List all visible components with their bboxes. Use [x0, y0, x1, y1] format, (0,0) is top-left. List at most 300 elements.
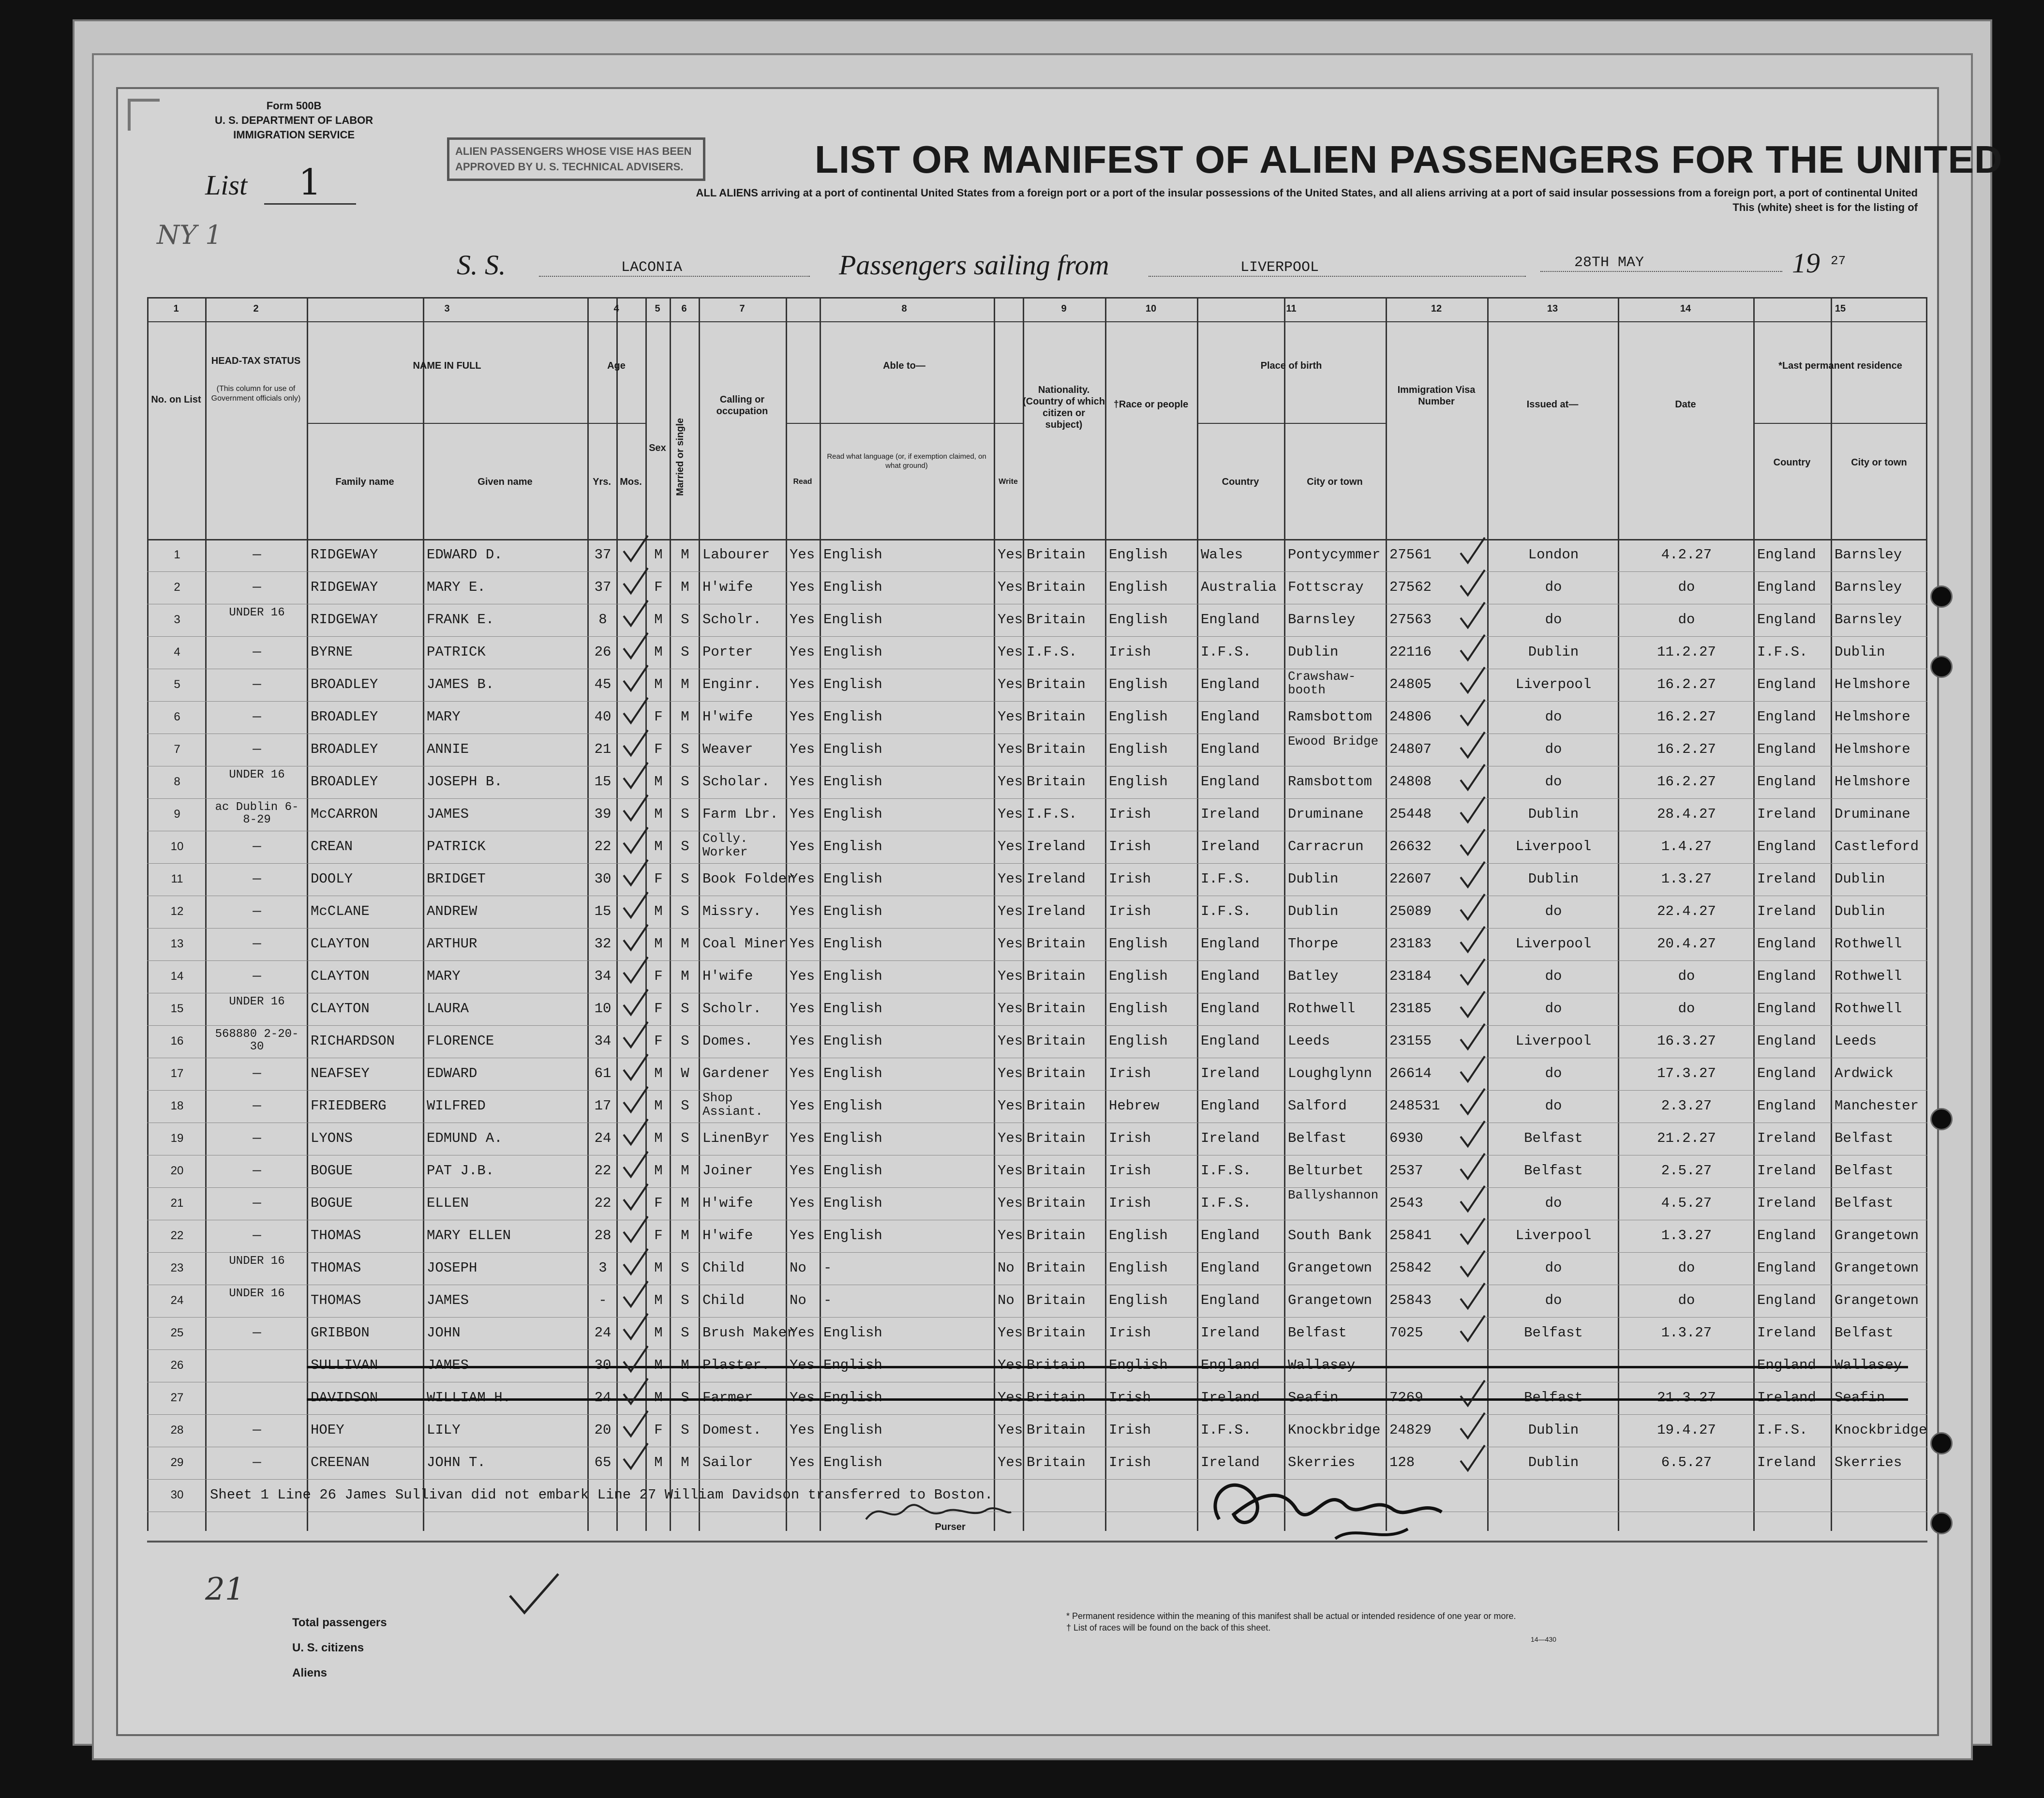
cell-age: 30: [594, 1357, 612, 1373]
cell-race: English: [1109, 709, 1168, 725]
cell-rcountry: Ireland: [1757, 1390, 1816, 1406]
cell-write: Yes: [998, 1454, 1023, 1470]
cell-given: MARY ELLEN: [427, 1228, 511, 1244]
cell-write: Yes: [998, 806, 1023, 822]
header-read: Read: [793, 478, 812, 486]
column-rule: [1386, 297, 1387, 1531]
cell-read: Yes: [790, 1390, 815, 1406]
cell-issued: Belfast: [1524, 1130, 1583, 1146]
header-residence-country: Country: [1773, 457, 1811, 468]
cell-sex: M: [654, 806, 663, 822]
cell-rcountry: Ireland: [1757, 871, 1816, 887]
cell-given: PATRICK: [427, 644, 486, 660]
cell-age: 28: [594, 1228, 612, 1244]
cell-ms: S: [681, 1260, 689, 1276]
cell-occ: Shop Assiant.: [702, 1091, 763, 1119]
cell-read: Yes: [790, 774, 815, 790]
cell-visa: 248531: [1389, 1098, 1440, 1114]
cell-sex: M: [654, 1357, 663, 1373]
cell-tax: —: [253, 579, 261, 595]
checkmark-icon: [621, 1150, 650, 1179]
cell-age: 22: [594, 1163, 612, 1179]
cell-given: LILY: [427, 1422, 461, 1438]
cell-date: 4.5.27: [1661, 1195, 1712, 1211]
header-married: Married or single: [675, 418, 686, 496]
header-race: †Race or people: [1113, 399, 1189, 410]
cell-occ: Weaver: [702, 741, 753, 757]
cell-no: 30: [170, 1488, 184, 1501]
cell-race: Irish: [1109, 871, 1151, 887]
cell-given: JOHN T.: [427, 1454, 486, 1470]
cell-family: THOMAS: [311, 1292, 361, 1308]
cell-rcountry: England: [1757, 1292, 1816, 1308]
cell-rcity: Wallasey: [1835, 1357, 1902, 1373]
row-rule: [147, 636, 1927, 637]
cell-lang: English: [823, 1422, 882, 1438]
cell-bcountry: England: [1201, 1228, 1260, 1244]
cell-ms: M: [681, 709, 689, 725]
cell-age: 32: [594, 936, 612, 952]
cell-no: 26: [170, 1359, 184, 1372]
cell-bcity: Carracrun: [1288, 839, 1364, 854]
cell-sex: M: [654, 644, 663, 660]
cell-lang: English: [823, 1195, 882, 1211]
cell-write: Yes: [998, 1065, 1023, 1081]
checkmark-icon: [1458, 731, 1487, 760]
column-rule: [1487, 297, 1489, 1531]
cell-bcountry: England: [1201, 1098, 1260, 1114]
cell-issued: Dublin: [1528, 871, 1579, 887]
cell-race: English: [1109, 1228, 1168, 1244]
cell-visa: 128: [1389, 1454, 1415, 1470]
checkmark-icon: [621, 1312, 650, 1341]
cell-visa: 24807: [1389, 741, 1432, 757]
disembark-note: Sheet 1 Line 26 James Sullivan did not embark Line 27 William Davidson transferred to Boston.: [210, 1487, 993, 1503]
cell-visa: 25089: [1389, 903, 1432, 919]
cell-bcity: Loughglynn: [1288, 1065, 1373, 1081]
cell-given: FRANK E.: [427, 612, 494, 628]
cell-tax: UNDER 16: [229, 606, 285, 619]
checkmark-icon: [1458, 1249, 1487, 1278]
cell-rcountry: England: [1757, 676, 1816, 692]
column-number: 6: [681, 303, 687, 314]
list-label: List: [205, 169, 248, 201]
cell-age: 26: [594, 644, 612, 660]
cell-rcity: Rothwell: [1835, 968, 1902, 984]
cell-issued: Dublin: [1528, 806, 1579, 822]
cell-rcity: Leeds: [1835, 1033, 1877, 1049]
cell-rcountry: Ireland: [1757, 1454, 1816, 1470]
cell-family: RIDGEWAY: [311, 547, 378, 563]
cell-rcountry: Ireland: [1757, 1130, 1816, 1146]
cell-bcountry: England: [1201, 1260, 1260, 1276]
cell-tax: —: [253, 709, 261, 725]
cell-ms: S: [681, 1098, 689, 1114]
cell-age: 39: [594, 806, 612, 822]
year-suffix: 27: [1831, 254, 1846, 268]
cell-lang: English: [823, 871, 882, 887]
cell-no: 9: [174, 808, 180, 821]
cell-ms: S: [681, 741, 689, 757]
cell-no: 15: [170, 1002, 184, 1015]
cell-date: 1.3.27: [1661, 1325, 1712, 1341]
checkmark-icon: [621, 1377, 650, 1406]
cell-bcity: Ewood Bridge: [1288, 734, 1379, 749]
cell-age: 22: [594, 1195, 612, 1211]
cell-write: Yes: [998, 1098, 1023, 1114]
cell-race: Irish: [1109, 806, 1151, 822]
sailing-port: LIVERPOOL: [1149, 259, 1526, 277]
cell-tax: —: [253, 1228, 261, 1244]
cell-bcountry: Australia: [1201, 579, 1277, 595]
cell-age: 22: [594, 839, 612, 854]
cell-family: BOGUE: [311, 1195, 353, 1211]
cell-issued: do: [1545, 1098, 1562, 1114]
cell-read: Yes: [790, 579, 815, 595]
cell-date: 1.4.27: [1661, 839, 1712, 854]
cell-tax: —: [253, 1195, 261, 1211]
cell-ms: S: [681, 1033, 689, 1049]
row-rule: [147, 798, 1927, 799]
cell-read: Yes: [790, 547, 815, 563]
cell-tax: —: [253, 547, 261, 563]
cell-nat: Britain: [1027, 968, 1086, 984]
cell-write: Yes: [998, 612, 1023, 628]
cell-nat: Britain: [1027, 1292, 1086, 1308]
cell-write: Yes: [998, 1001, 1023, 1017]
cell-rcity: Dublin: [1835, 871, 1885, 887]
ship-name: LACONIA: [539, 259, 810, 277]
cell-family: BYRNE: [311, 644, 353, 660]
cell-write: Yes: [998, 903, 1023, 919]
header-family-name: Family name: [335, 477, 394, 487]
cell-race: English: [1109, 936, 1168, 952]
checkmark-icon: [621, 729, 650, 758]
cell-write: Yes: [998, 1390, 1023, 1406]
checkmark-icon: [1458, 795, 1487, 824]
cell-ms: S: [681, 903, 689, 919]
cell-occ: Scholr.: [702, 1001, 761, 1017]
cell-read: Yes: [790, 1130, 815, 1146]
row-rule: [147, 1252, 1927, 1253]
cell-race: English: [1109, 774, 1168, 790]
header-birth-country: Country: [1222, 477, 1259, 487]
cell-occ: H'wife: [702, 968, 753, 984]
binder-hole-4: [1930, 1432, 1953, 1454]
cell-tax: —: [253, 968, 261, 984]
cell-issued: Liverpool: [1515, 936, 1592, 952]
age-sub-rule: [587, 423, 645, 424]
cell-no: 27: [170, 1391, 184, 1404]
cell-rcity: Belfast: [1835, 1130, 1894, 1146]
column-number: 14: [1680, 303, 1691, 314]
cell-nat: Britain: [1027, 1325, 1086, 1341]
cell-visa: 25841: [1389, 1228, 1432, 1244]
cell-rcity: Dublin: [1835, 644, 1885, 660]
ss-label: S. S.: [457, 249, 506, 281]
cell-rcity: Rothwell: [1835, 1001, 1902, 1017]
cell-race: Irish: [1109, 1130, 1151, 1146]
cell-nat: Britain: [1027, 1422, 1086, 1438]
cell-read: Yes: [790, 968, 815, 984]
cell-date: 11.2.27: [1657, 644, 1716, 660]
checkmark-icon: [1458, 1184, 1487, 1214]
subtitle-line-1: ALL ALIENS arriving at a port of continental United States from a foreign port or a port of the insular possessions of the United States, and all aliens arriving at a port of said insular possessions from a foreign port, a port of continental United: [696, 187, 1918, 199]
cell-lang: English: [823, 547, 882, 563]
cell-race: English: [1109, 1292, 1168, 1308]
header-bottom-rule: [147, 539, 1927, 540]
department-name: U. S. DEPARTMENT OF LABOR: [215, 114, 373, 126]
cell-rcountry: England: [1757, 1228, 1816, 1244]
cell-race: Hebrew: [1109, 1098, 1160, 1114]
cell-read: Yes: [790, 839, 815, 854]
checkmark-icon: [621, 534, 650, 563]
cell-rcountry: England: [1757, 1357, 1816, 1373]
cell-sex: F: [654, 968, 663, 984]
checkmark-icon: [1458, 1022, 1487, 1051]
cell-date: 17.3.27: [1657, 1065, 1716, 1081]
cell-write: Yes: [998, 839, 1023, 854]
cell-date: 6.5.27: [1661, 1454, 1712, 1470]
cell-rcity: Castleford: [1835, 839, 1919, 854]
cell-nat: Britain: [1027, 709, 1086, 725]
ship-line: [457, 249, 1908, 287]
cell-family: CREAN: [311, 839, 353, 854]
cell-sex: F: [654, 1001, 663, 1017]
cell-nat: I.F.S.: [1027, 806, 1077, 822]
cell-nat: Britain: [1027, 1163, 1086, 1179]
cell-race: Irish: [1109, 839, 1151, 854]
cell-rcity: Helmshore: [1835, 774, 1910, 790]
cell-tax: ac Dublin 6-8-29: [215, 801, 299, 826]
cell-occ: Book Folder: [702, 871, 795, 887]
cell-bcountry: Wales: [1201, 547, 1243, 563]
cell-family: CLAYTON: [311, 936, 370, 952]
cell-bcity: Grangetown: [1288, 1292, 1373, 1308]
cell-no: 29: [170, 1456, 184, 1469]
cell-rcountry: England: [1757, 547, 1816, 563]
cell-age: 34: [594, 968, 612, 984]
cell-no: 5: [174, 678, 180, 691]
cell-given: ARTHUR: [427, 936, 477, 952]
column-number: 2: [253, 303, 259, 314]
cell-occ: Gardener: [702, 1065, 770, 1081]
cell-rcity: Druminane: [1835, 806, 1910, 822]
cell-write: Yes: [998, 1228, 1023, 1244]
cell-bcity: Wallasey: [1288, 1357, 1356, 1373]
cell-no: 13: [170, 937, 184, 950]
cell-write: Yes: [998, 1033, 1023, 1049]
column-rule: [147, 297, 149, 1531]
cell-visa: 25842: [1389, 1260, 1432, 1276]
cell-given: JAMES: [427, 806, 469, 822]
cell-family: CLAYTON: [311, 1001, 370, 1017]
cell-tax: —: [253, 1325, 261, 1341]
cell-issued: Liverpool: [1515, 1228, 1592, 1244]
cell-race: Irish: [1109, 1390, 1151, 1406]
cell-ms: S: [681, 806, 689, 822]
manifest-sheet: [116, 87, 2003, 1736]
checkmark-icon: [621, 1085, 650, 1114]
birth-sub-rule: [1197, 423, 1386, 424]
cell-bcity: Knockbridge: [1288, 1422, 1381, 1438]
cell-tax: —: [253, 1098, 261, 1114]
cell-bcity: Belturbet: [1288, 1163, 1364, 1179]
cell-race: English: [1109, 1260, 1168, 1276]
cell-given: WILLIAM H.: [427, 1390, 511, 1406]
cell-bcountry: I.F.S.: [1201, 644, 1252, 660]
cell-rcity: Belfast: [1835, 1325, 1894, 1341]
manifest-footer: [147, 1541, 1927, 1726]
cell-nat: Britain: [1027, 1001, 1086, 1017]
cell-family: RIDGEWAY: [311, 612, 378, 628]
cell-rcountry: Ireland: [1757, 806, 1816, 822]
column-number: 9: [1061, 303, 1067, 314]
cell-family: DAVIDSON: [311, 1390, 378, 1406]
cell-rcity: Skerries: [1835, 1454, 1902, 1470]
cell-rcity: Belfast: [1835, 1163, 1894, 1179]
cell-nat: Britain: [1027, 1228, 1086, 1244]
cell-given: WILFRED: [427, 1098, 486, 1114]
cell-family: NEAFSEY: [311, 1065, 370, 1081]
form-identifier: [215, 99, 373, 142]
cell-age: 3: [598, 1260, 607, 1276]
cell-bcity: Salford: [1288, 1098, 1347, 1114]
cell-issued: Dublin: [1528, 1422, 1579, 1438]
cell-lang: -: [823, 1260, 832, 1276]
cell-no: 21: [170, 1197, 184, 1210]
cell-write: Yes: [998, 676, 1023, 692]
cell-issued: do: [1545, 612, 1562, 628]
cell-tax: —: [253, 936, 261, 952]
manifest-title: LIST OR MANIFEST OF ALIEN PASSENGERS FOR THE UNITED: [815, 138, 2003, 181]
print-code: 14—430: [1531, 1635, 1556, 1643]
cell-read: Yes: [790, 936, 815, 952]
checkmark-icon: [621, 696, 650, 725]
cell-race: Irish: [1109, 1163, 1151, 1179]
cell-nat: Britain: [1027, 612, 1086, 628]
cell-write: Yes: [998, 1357, 1023, 1373]
cell-date: do: [1678, 1001, 1695, 1017]
cell-date: 28.4.27: [1657, 806, 1716, 822]
cell-rcity: Helmshore: [1835, 709, 1910, 725]
cell-date: 22.4.27: [1657, 903, 1716, 919]
cell-nat: Britain: [1027, 741, 1086, 757]
cell-rcity: Rothwell: [1835, 936, 1902, 952]
column-number: 3: [444, 303, 450, 314]
cell-rcity: Helmshore: [1835, 741, 1910, 757]
checkmark-icon: [1458, 860, 1487, 889]
cell-rcountry: England: [1757, 1098, 1816, 1114]
cell-bcity: Crawshaw-booth: [1288, 669, 1356, 697]
cell-race: English: [1109, 1001, 1168, 1017]
cell-ms: S: [681, 839, 689, 854]
cell-age: -: [598, 1292, 607, 1308]
cell-date: 16.2.27: [1657, 709, 1716, 725]
header-date: Date: [1675, 399, 1696, 410]
cell-bcountry: Ireland: [1201, 1065, 1260, 1081]
cell-sex: F: [654, 579, 663, 595]
checkmark-icon: [621, 631, 650, 660]
cell-write: Yes: [998, 1163, 1023, 1179]
cell-rcity: Barnsley: [1835, 612, 1902, 628]
cell-read: Yes: [790, 871, 815, 887]
checkmark-icon: [1458, 1087, 1487, 1116]
cell-read: No: [790, 1260, 806, 1276]
cell-read: Yes: [790, 903, 815, 919]
cell-date: 20.4.27: [1657, 936, 1716, 952]
able-sub-rule: [786, 423, 1023, 424]
cell-nat: Ireland: [1027, 871, 1086, 887]
cell-rcountry: England: [1757, 1001, 1816, 1017]
checkmark-icon: [621, 567, 650, 596]
cell-rcountry: Ireland: [1757, 1163, 1816, 1179]
cell-bcountry: England: [1201, 676, 1260, 692]
column-rule: [205, 297, 207, 1531]
header-no-on-list: No. on List: [151, 394, 201, 405]
cell-ms: W: [681, 1065, 689, 1081]
cell-family: McCLANE: [311, 903, 370, 919]
cell-age: 24: [594, 1130, 612, 1146]
cell-age: 17: [594, 1098, 612, 1114]
sheet-corner: [128, 99, 160, 131]
cell-given: PATRICK: [427, 839, 486, 854]
row-rule: [147, 1317, 1927, 1318]
cell-lang: English: [823, 1065, 882, 1081]
cell-family: RIDGEWAY: [311, 579, 378, 595]
checkmark-icon: [1458, 1314, 1487, 1343]
checkmark-icon: [621, 1280, 650, 1309]
cell-no: 23: [170, 1261, 184, 1274]
cell-read: Yes: [790, 644, 815, 660]
header-visa-number: Immigration Visa Number: [1397, 385, 1476, 407]
footnote-races: † List of races will be found on the back of this sheet.: [1066, 1623, 1271, 1633]
checkmark-icon: [621, 1020, 650, 1049]
cell-no: 14: [170, 970, 184, 983]
cell-visa: 25448: [1389, 806, 1432, 822]
cell-rcity: Seafin: [1835, 1390, 1885, 1406]
header-write: Write: [999, 478, 1018, 486]
cell-visa: 23155: [1389, 1033, 1432, 1049]
header-last-residence: *Last permanent residence: [1778, 360, 1902, 371]
column-number: 8: [901, 303, 907, 314]
column-number-rule: [147, 321, 1927, 322]
cell-visa: 22607: [1389, 871, 1432, 887]
cell-date: 16.2.27: [1657, 741, 1716, 757]
cell-family: BROADLEY: [311, 676, 378, 692]
cell-given: JAMES: [427, 1292, 469, 1308]
cell-rcountry: England: [1757, 709, 1816, 725]
subtitle-line-2: This (white) sheet is for the listing of: [1732, 201, 1918, 213]
cell-occ: Porter: [702, 644, 753, 660]
name-sub-rule: [307, 423, 587, 424]
cell-given: JOHN: [427, 1325, 461, 1341]
cell-sex: M: [654, 1260, 663, 1276]
cell-ms: S: [681, 1292, 689, 1308]
checkmark-icon: [1458, 1152, 1487, 1181]
checkmark-icon: [621, 1247, 650, 1276]
cell-given: JAMES B.: [427, 676, 494, 692]
column-rule: [820, 297, 821, 1531]
cell-visa: 24829: [1389, 1422, 1432, 1438]
column-rule: [1105, 297, 1106, 1531]
cell-race: English: [1109, 547, 1168, 563]
header-head-tax-note: (This column for use of Government officials only): [211, 385, 301, 403]
cell-visa: 27562: [1389, 579, 1432, 595]
cell-issued: do: [1545, 1001, 1562, 1017]
cell-sex: F: [654, 1195, 663, 1211]
checkmark-icon: [621, 664, 650, 693]
